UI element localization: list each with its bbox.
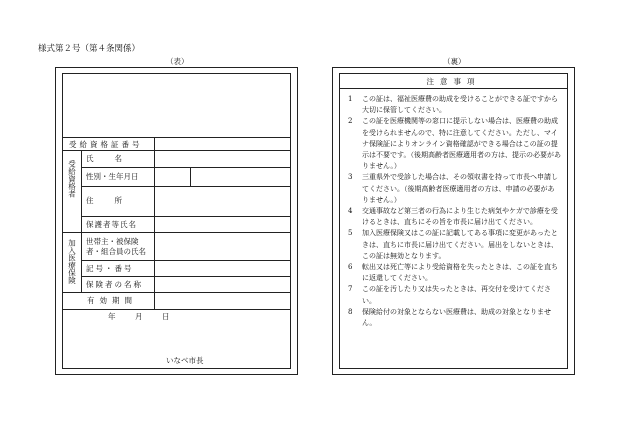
household-label: 世帯主・被保険者・組合員の氏名	[86, 237, 146, 256]
notes-divider	[340, 88, 567, 89]
note-item: 6 転出又は死亡等により受給資格を失ったときは、この証を直ちに返還してください。	[348, 263, 558, 283]
certificate-front	[55, 67, 298, 375]
recipient-group-label: 受給資格者	[67, 160, 77, 198]
back-frame	[339, 73, 568, 369]
notes-title: 注意事項	[426, 77, 481, 86]
certificate-back	[332, 67, 575, 375]
recipient-number-label: 受給資格証番号	[69, 140, 143, 149]
note-item: 8 保険給付の対象とならない医療費は、助成の対象となりません。	[348, 307, 551, 328]
issuer-name: いなべ市長	[166, 356, 204, 365]
note-item: 5 加入医療保険又はこの証に記載してある事項に変更があったときは、直ちに市長に届け出てください。届出をしないときは、この証は無効となります。	[348, 229, 558, 260]
name-label: 氏 名	[86, 154, 124, 163]
front-frame	[62, 73, 291, 369]
front-side-label: （表）	[166, 57, 189, 66]
gender-birth-label: 性別・生年月日	[86, 172, 139, 181]
symbol-number-label: 記号・番号	[86, 264, 134, 273]
guardian-name-label: 保護者等氏名	[86, 220, 137, 229]
insurance-group-label: 加入医療保険	[67, 239, 77, 284]
back-side-label: （裏）	[443, 57, 466, 66]
validity-label: 有効期間	[87, 296, 137, 305]
note-item: 3 三重県外で受診した場合は、その領収書を持って市長へ申請してください。（後期高齢者医療適用者の方は、申請の必要がありません。）	[348, 173, 558, 204]
note-item: 4 交通事故など第三者の行為により生じた病気やケガで診療を受けるときは、直ちにその旨を市長に届け出てください。	[348, 207, 558, 227]
insurer-name-label: 保険者の名称	[86, 280, 143, 289]
address-label: 住 所	[86, 196, 124, 205]
notes-list	[348, 94, 561, 329]
note-item: 7 この証を汚したり又は失ったときは、再交付を受けてください。	[348, 285, 551, 305]
note-item: 1 この証は、福祉医療費の助成を受けることができる証ですから大切に保管してください。	[348, 95, 558, 115]
issue-date: 年 月 日	[108, 312, 176, 321]
note-item: 2 この証を医療機関等の窓口に提示しない場合は、医療費の助成を受けられませんので、特に注意してください。ただし、マイナ保険証によりオンライン資格確認ができる場合はこの証の提示は不要です。（後期高齢者医療適用者の方は、提示の必要がありません。）	[348, 117, 561, 171]
form-title: 様式第２号（第４条関係）	[38, 44, 141, 54]
